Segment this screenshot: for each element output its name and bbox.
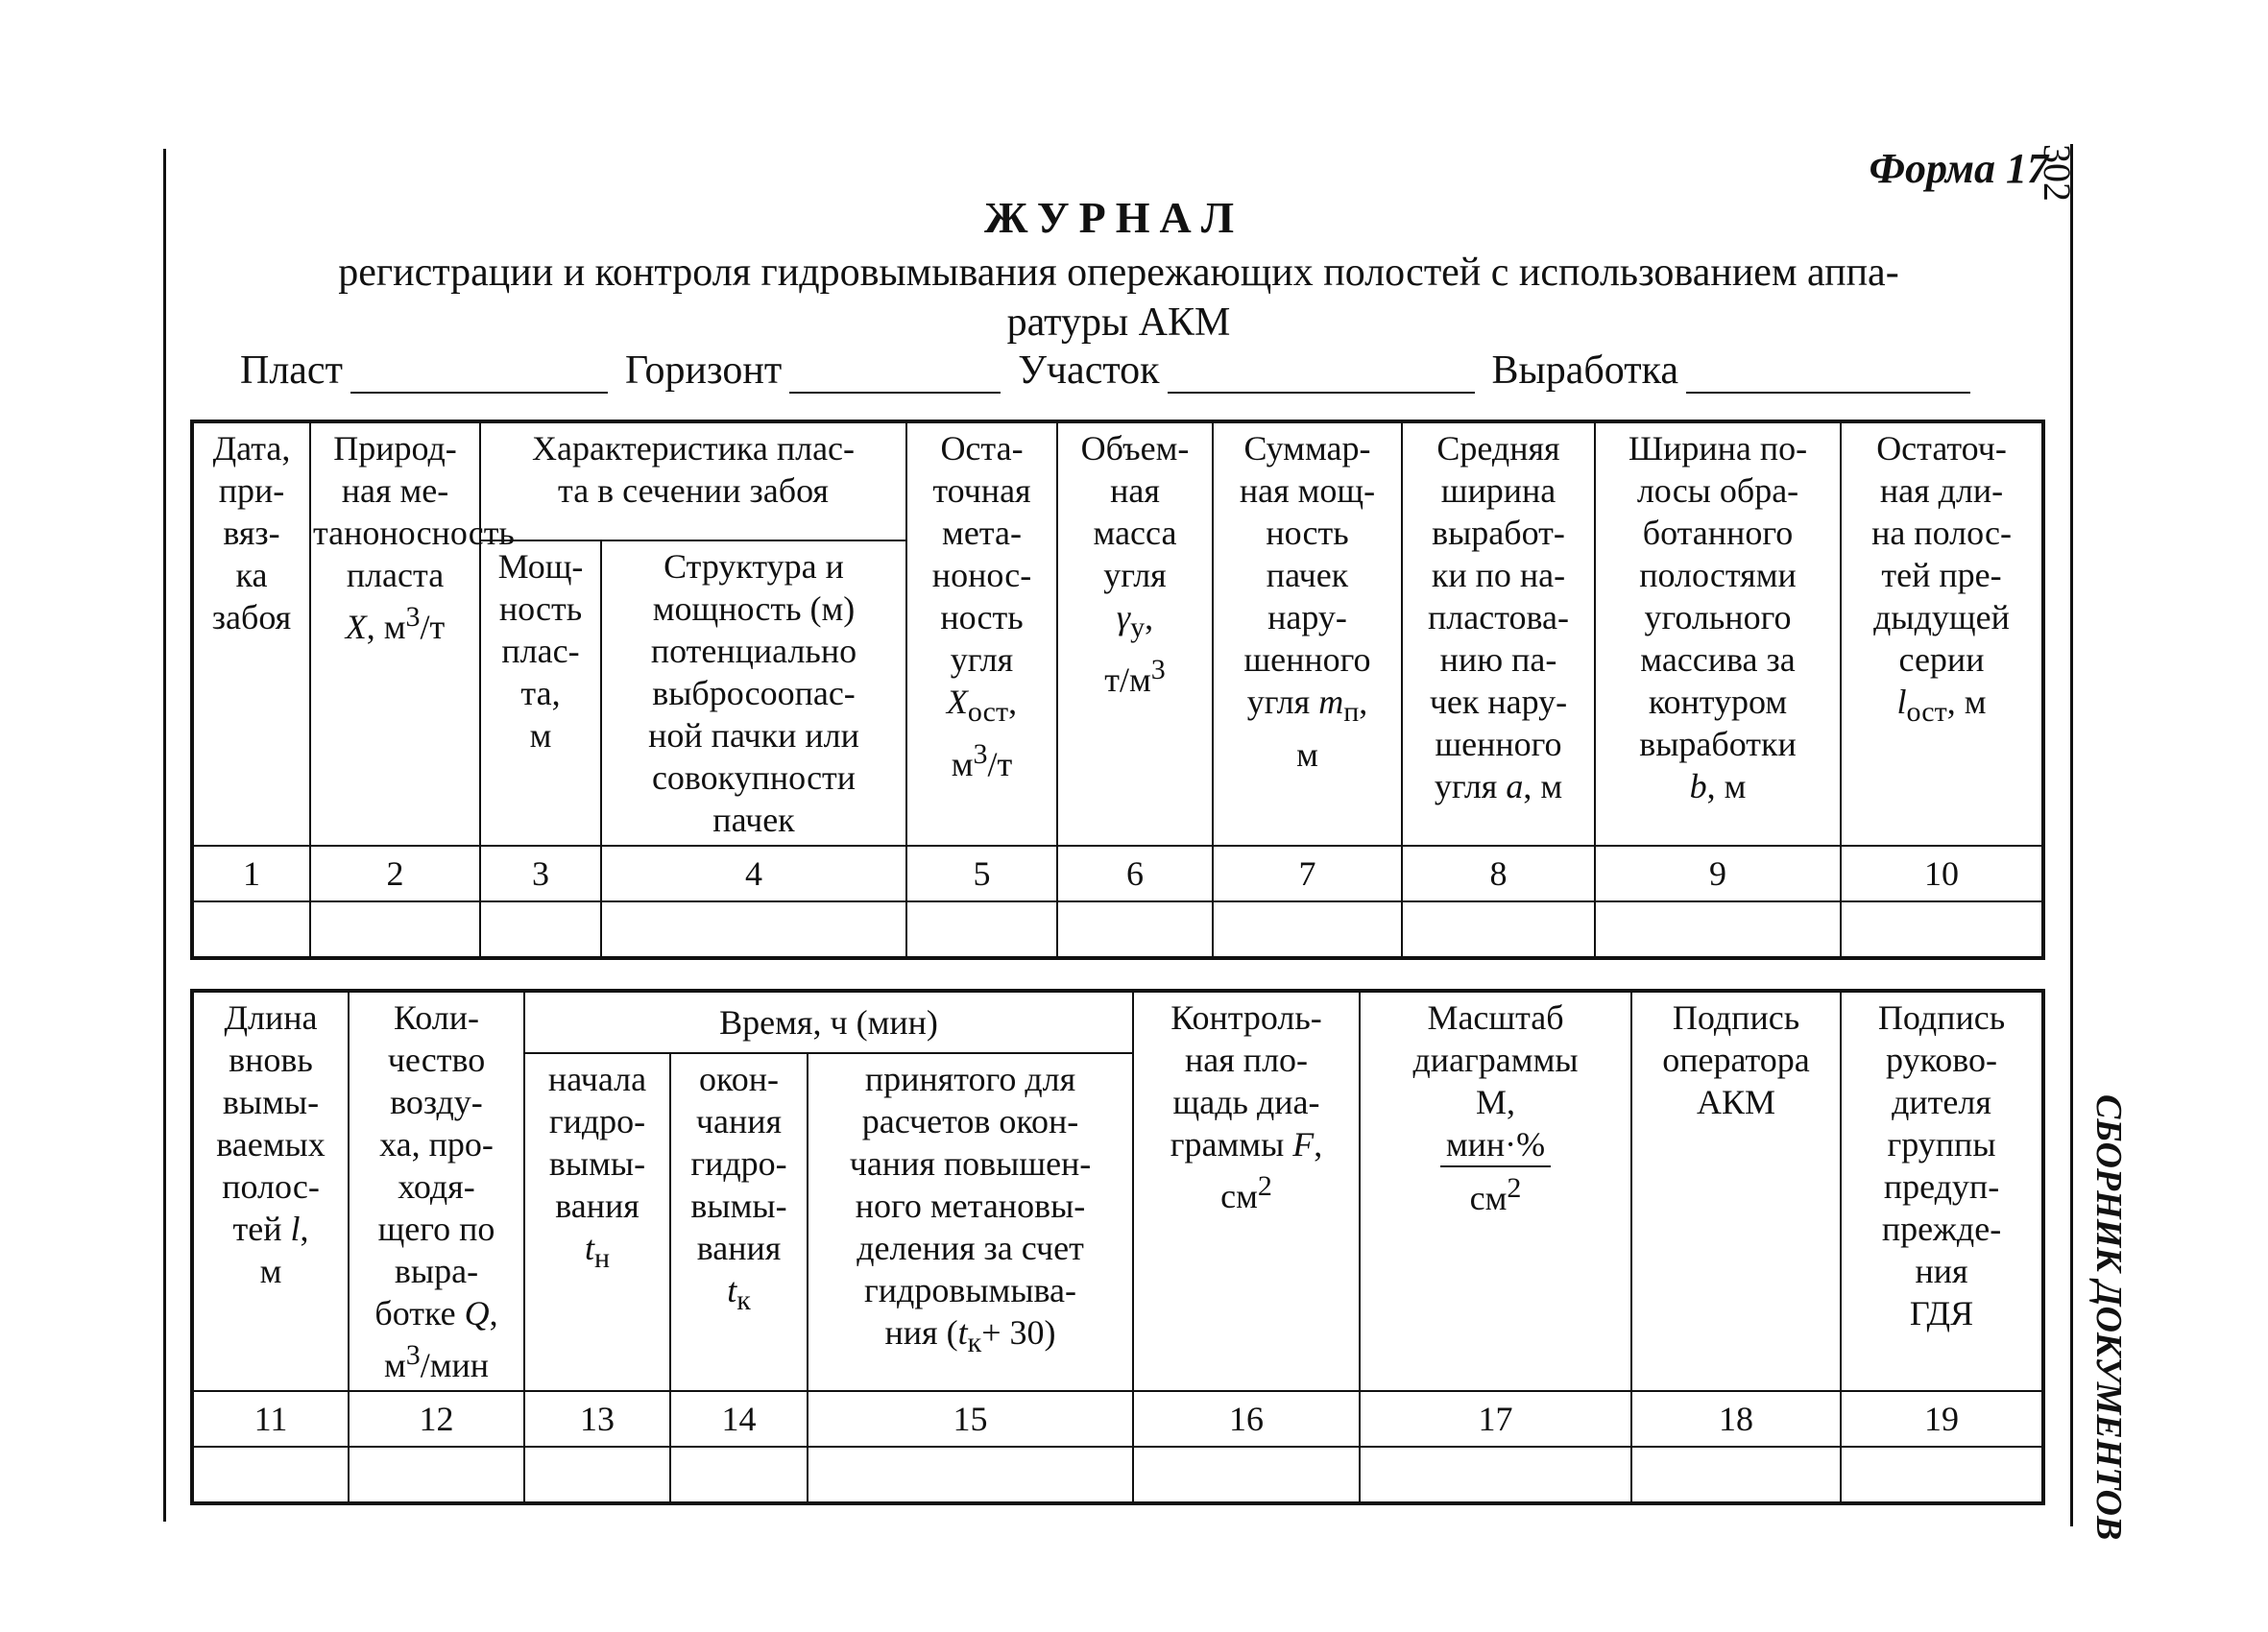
field-blank-gorizont[interactable] (789, 357, 1001, 394)
entry-cell[interactable] (524, 1447, 670, 1503)
column-number: 12 (349, 1391, 524, 1447)
left-margin-rule (163, 149, 166, 1522)
header-seam-characteristics: Характеристика плас- та в сечении забоя (480, 421, 906, 540)
header-control-area: Контроль- ная пло- щадь диа- граммы F, $см^2$ (1133, 991, 1360, 1391)
header-time-group: Время, ч (мин) (524, 991, 1133, 1053)
journal-title: ЖУРНАЛ (984, 193, 1243, 242)
column-number: 18 (1631, 1391, 1841, 1447)
side-running-title: СБОРНИК ДОКУМЕНТОВ (2088, 1094, 2129, 1541)
header-new-cavity-length: Длина вновь вымы- ваемых полос- тей l, м (192, 991, 349, 1391)
column-number: 11 (192, 1391, 349, 1447)
entry-cell[interactable] (670, 1447, 808, 1503)
entry-cell[interactable] (192, 1447, 349, 1503)
entry-cell[interactable] (1402, 901, 1595, 958)
header-air-quantity: Коли- чество возду- ха, про- ходя- щего по выра- ботке Q, $м^3$/мин (349, 991, 524, 1391)
subtitle-line-2: ратуры АКМ (1006, 300, 1231, 345)
entry-cell[interactable] (192, 901, 310, 958)
header-start-time: начала гидро- вымы- вания $t_н$ (524, 1053, 670, 1391)
column-number: 17 (1360, 1391, 1631, 1447)
entry-cell[interactable] (808, 1447, 1133, 1503)
entry-cell[interactable] (310, 901, 480, 958)
header-strip-width: Ширина по- лосы обра- ботанного полостями угольного массива за контуром выработки b, м (1595, 421, 1841, 846)
form-label: Форма 17 (1869, 145, 2048, 192)
field-label-uchastok: Участок (1018, 348, 1160, 393)
field-label-gorizont: Горизонт (624, 348, 783, 393)
header-residual-length: Остаточ- ная дли- на полос- тей пре- дыдущей серии $l_{ост}$, м (1841, 421, 2043, 846)
entry-cell[interactable] (906, 901, 1057, 958)
column-number: 14 (670, 1391, 808, 1447)
column-number: 1 (192, 846, 310, 901)
column-number: 6 (1057, 846, 1213, 901)
right-margin-rule (2070, 144, 2073, 1526)
column-number: 3 (480, 846, 601, 901)
header-operator-signature: Подпись оператора АКМ (1631, 991, 1841, 1391)
header-diagram-scale: Масштаб диаграммы М, $\frac{\text{мин·\%}}{см^2}$ (1360, 991, 1631, 1391)
header-date: Дата, при- вяз- ка забоя (192, 421, 310, 846)
field-blank-uchastok[interactable] (1168, 357, 1475, 394)
column-number: 2 (310, 846, 480, 901)
column-number: 5 (906, 846, 1057, 901)
header-bulk-density: Объем- ная масса угля $\gamma_у$, $т/м^3$ (1057, 421, 1213, 846)
entry-cell[interactable] (1841, 901, 2043, 958)
column-number: 13 (524, 1391, 670, 1447)
field-blank-vyrabotka[interactable] (1686, 357, 1970, 394)
entry-cell[interactable] (480, 901, 601, 958)
column-number: 4 (601, 846, 906, 901)
header-seam-thickness: Мощ- ность плас- та, м (480, 540, 601, 846)
header-fields (240, 348, 2055, 394)
field-blank-plast[interactable] (350, 357, 608, 394)
column-number: 16 (1133, 1391, 1360, 1447)
entry-cell[interactable] (1595, 901, 1841, 958)
header-average-width: Средняя ширина выработ- ки по на- пластова- нию па- чек нару- шенного угля a, м (1402, 421, 1595, 846)
header-head-signature: Подпись руково- дителя группы предуп- прежде- ния ГДЯ (1841, 991, 2043, 1391)
journal-table-1 (190, 420, 2045, 960)
page-number: 302 (2036, 144, 2079, 202)
column-number: 7 (1213, 846, 1402, 901)
entry-cell[interactable] (1841, 1447, 2043, 1503)
field-label-vyrabotka: Выработка (1491, 348, 1679, 393)
column-number: 15 (808, 1391, 1133, 1447)
column-number: 8 (1402, 846, 1595, 901)
journal-table-2 (190, 989, 2045, 1505)
subtitle-line-1: регистрации и контроля гидровымывания опережающих полостей с использованием аппа- (338, 251, 1899, 295)
column-number: 10 (1841, 846, 2043, 901)
header-total-thickness: Суммар- ная мощ- ность пачек нару- шенного угля $m_п$, м (1213, 421, 1402, 846)
header-accepted-time: принятого для расчетов окон- чания повышен- ного метановы- деления за счет гидровымыва- ния $(t_к+ 30)$ (808, 1053, 1133, 1391)
header-natural-gas-content: Природ- ная ме- таноносность пласта X, $м^3/т$ (310, 421, 480, 846)
column-number: 9 (1595, 846, 1841, 901)
entry-cell[interactable] (349, 1447, 524, 1503)
entry-cell[interactable] (1631, 1447, 1841, 1503)
entry-cell[interactable] (1360, 1447, 1631, 1503)
journal-subtitle (197, 248, 2040, 348)
header-structure: Структура и мощность (м) потенциально выбросоопас- ной пачки или совокупности пачек (601, 540, 906, 846)
field-label-plast: Пласт (240, 348, 343, 393)
entry-cell[interactable] (1133, 1447, 1360, 1503)
column-number: 19 (1841, 1391, 2043, 1447)
entry-cell[interactable] (1213, 901, 1402, 958)
header-residual-gas-content: Оста- точная мета- нонос- ность угля $X_{ост}$, $м^3/т$ (906, 421, 1057, 846)
entry-cell[interactable] (1057, 901, 1213, 958)
entry-cell[interactable] (601, 901, 906, 958)
header-end-time: окон- чания гидро- вымы- вания $t_к$ (670, 1053, 808, 1391)
